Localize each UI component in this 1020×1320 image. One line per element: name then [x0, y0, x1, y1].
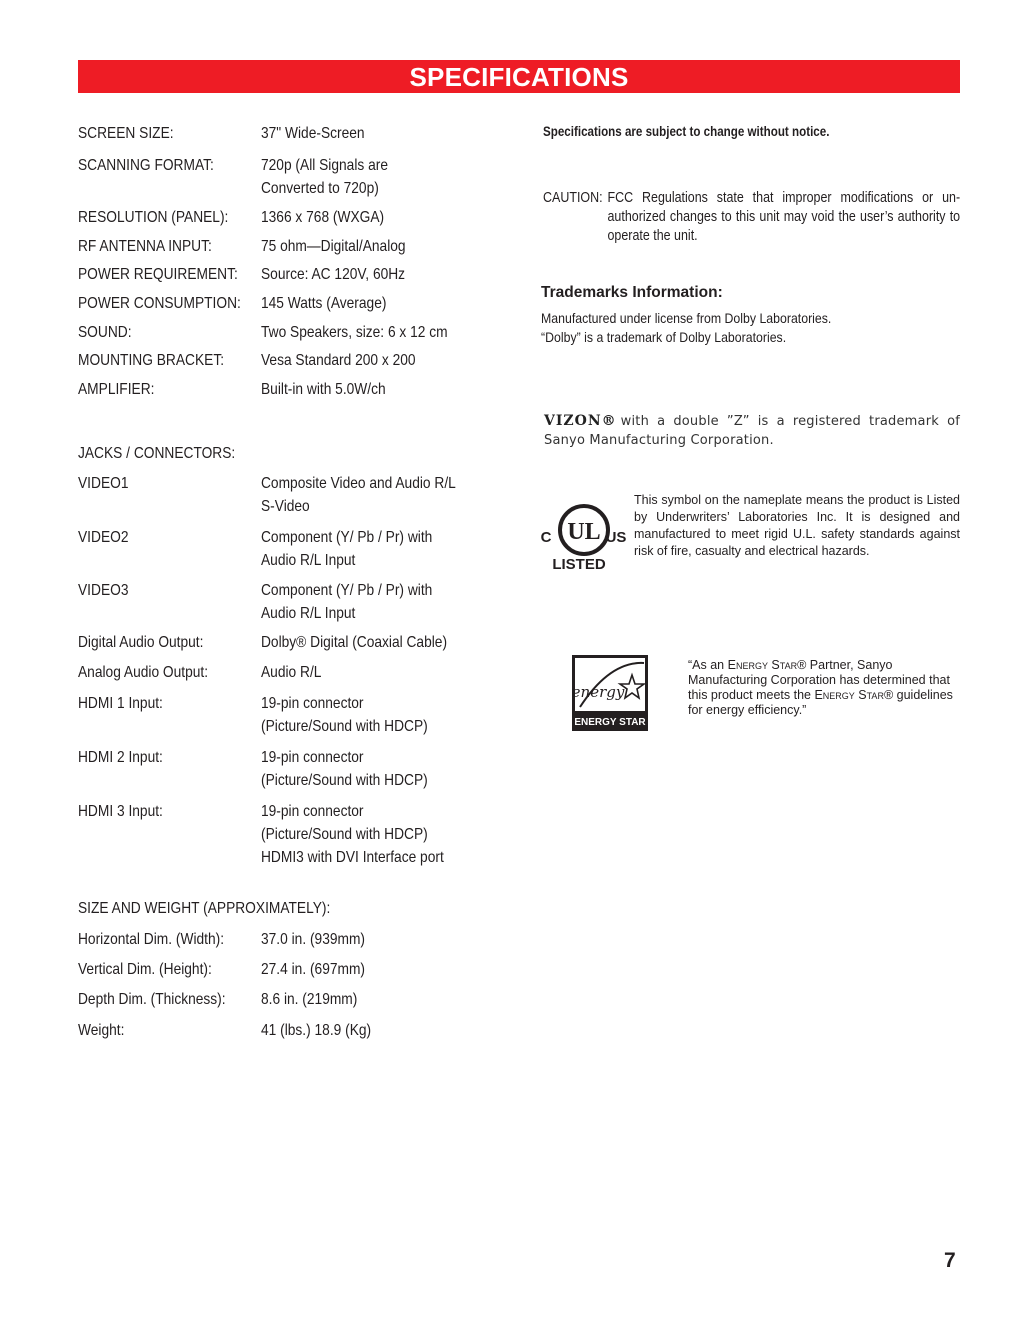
spec-value-line: Converted to 720p)	[261, 180, 379, 197]
jacks-heading: JACKS / CONNECTORS:	[78, 445, 236, 462]
ul-listed-logo	[541, 500, 627, 574]
spec-value	[261, 988, 357, 1011]
spec-value-line: 37" Wide-Screen	[261, 125, 365, 142]
spec-value-line: Audio R/L Input	[261, 552, 356, 569]
spec-value	[261, 378, 386, 401]
ul-logo-right: US	[605, 529, 627, 546]
spec-label: MOUNTING BRACKET:	[78, 352, 225, 369]
spec-label: VIDEO1	[78, 475, 129, 492]
spec-value-line: (Picture/Sound with HDCP)	[261, 772, 428, 789]
spec-label: VIDEO2	[78, 529, 129, 546]
trademark-line: “Dolby” is a trademark of Dolby Laboratories.	[541, 329, 787, 345]
spec-label: Analog Audio Output:	[78, 664, 209, 681]
spec-value	[261, 321, 448, 344]
spec-value	[261, 928, 365, 951]
spec-label: Vertical Dim. (Height):	[78, 961, 212, 978]
spec-value	[261, 206, 384, 229]
spec-value-line: 720p (All Signals are	[261, 157, 388, 174]
ul-logo-left: C	[541, 529, 552, 546]
spec-label: Depth Dim. (Thickness):	[78, 991, 226, 1008]
spec-value	[261, 292, 386, 315]
spec-label: HDMI 3 Input:	[78, 803, 163, 820]
spec-value-line: Source: AC 120V, 60Hz	[261, 266, 406, 283]
spec-value	[261, 122, 365, 145]
spec-value-line: HDMI3 with DVI Interface port	[261, 849, 444, 866]
spec-value	[261, 631, 447, 654]
caution-label: CAUTION:	[543, 190, 603, 206]
page-title: SPECIFICATIONS	[409, 62, 629, 92]
vizon-trademark	[544, 412, 960, 450]
spec-value-line: 27.4 in. (697mm)	[261, 961, 366, 978]
spec-label: VIDEO3	[78, 582, 129, 599]
spec-label: SCANNING FORMAT:	[78, 157, 214, 174]
spec-label: RESOLUTION (PANEL):	[78, 209, 229, 226]
page-number: 7	[944, 1249, 956, 1272]
spec-label: RF ANTENNA INPUT:	[78, 238, 212, 255]
spec-value	[261, 526, 432, 572]
spec-value	[261, 579, 432, 625]
spec-value-line: Built-in with 5.0W/ch	[261, 381, 386, 398]
energy-star-description: “As an Energy Star® Partner, Sanyo Manufacturing Corporation has determined that this product meets the Energy Star® guidelines for energy efficiency.”	[688, 658, 953, 717]
ul-description: This symbol on the nameplate means the product is Listed by Underwriters’ Laboratories Inc. It is designed and manufactured to meet rigid U.L. safety standards against risk of fire, casualty and electrical hazards.	[634, 493, 960, 558]
spec-value	[261, 1019, 371, 1042]
spec-value-line: Dolby® Digital (Coaxial Cable)	[261, 634, 448, 651]
spec-value-line: 145 Watts (Average)	[261, 295, 387, 312]
ul-logo-bottom: LISTED	[552, 556, 606, 573]
vizon-logo: VIZON®	[544, 413, 617, 429]
page-title-banner	[78, 60, 960, 93]
change-notice: Specifications are subject to change without notice.	[543, 124, 830, 139]
trademark-line: Manufactured under license from Dolby Laboratories.	[541, 310, 832, 326]
spec-label: Weight:	[78, 1022, 125, 1039]
spec-value	[261, 235, 406, 258]
spec-value-line: 1366 x 768 (WXGA)	[261, 209, 385, 226]
spec-value-line: Two Speakers, size: 6 x 12 cm	[261, 324, 448, 341]
spec-value-line: 8.6 in. (219mm)	[261, 991, 358, 1008]
spec-value-line: Audio R/L Input	[261, 605, 356, 622]
trademarks-body	[541, 309, 831, 347]
spec-label: HDMI 1 Input:	[78, 695, 163, 712]
spec-value-line: (Picture/Sound with HDCP)	[261, 826, 428, 843]
spec-label: AMPLIFIER:	[78, 381, 155, 398]
spec-value-line: (Picture/Sound with HDCP)	[261, 718, 428, 735]
spec-value-line: 75 ohm—Digital/Analog	[261, 238, 406, 255]
caution-text: FCC Regulations state that improper modifications or un-authorized changes to this unit may void the user’s authority to operate the unit.	[607, 190, 961, 244]
spec-value-line: 37.0 in. (939mm)	[261, 931, 366, 948]
spec-value	[261, 472, 456, 518]
ul-logo-mid: UL	[567, 519, 601, 545]
spec-label: SCREEN SIZE:	[78, 125, 174, 142]
spec-value	[261, 349, 416, 372]
spec-label: HDMI 2 Input:	[78, 749, 163, 766]
energy-star-script: energy	[572, 683, 625, 701]
spec-value	[261, 800, 444, 869]
spec-value	[261, 746, 428, 792]
spec-value-line: S-Video	[261, 498, 310, 515]
caution-block	[543, 189, 960, 246]
spec-value-line: Component (Y/ Pb / Pr) with	[261, 582, 433, 599]
spec-value-line: 19-pin connector	[261, 749, 364, 766]
spec-value-line: Component (Y/ Pb / Pr) with	[261, 529, 433, 546]
energy-star-label: ENERGY STAR	[574, 717, 646, 728]
spec-value-line: 41 (lbs.) 18.9 (Kg)	[261, 1022, 372, 1039]
spec-label: POWER CONSUMPTION:	[78, 295, 241, 312]
spec-value-line: 19-pin connector	[261, 695, 364, 712]
size-heading: SIZE AND WEIGHT (APPROXIMATELY):	[78, 900, 331, 917]
spec-value-line: Audio R/L	[261, 664, 322, 681]
spec-label: Horizontal Dim. (Width):	[78, 931, 225, 948]
vizon-text: with a double ”Z” is a registered trademark of Sanyo Manufacturing Corporation.	[544, 414, 960, 448]
spec-value-line: Composite Video and Audio R/L	[261, 475, 456, 492]
spec-value	[261, 154, 388, 200]
spec-value-line: 19-pin connector	[261, 803, 364, 820]
trademarks-heading: Trademarks Information:	[541, 284, 723, 301]
spec-value	[261, 692, 428, 738]
energy-star-logo	[572, 655, 648, 731]
spec-label: SOUND:	[78, 324, 132, 341]
spec-value	[261, 958, 365, 981]
spec-value-line: Vesa Standard 200 x 200	[261, 352, 416, 369]
spec-label: POWER REQUIREMENT:	[78, 266, 238, 283]
spec-value	[261, 263, 405, 286]
spec-value	[261, 661, 321, 684]
spec-label: Digital Audio Output:	[78, 634, 204, 651]
